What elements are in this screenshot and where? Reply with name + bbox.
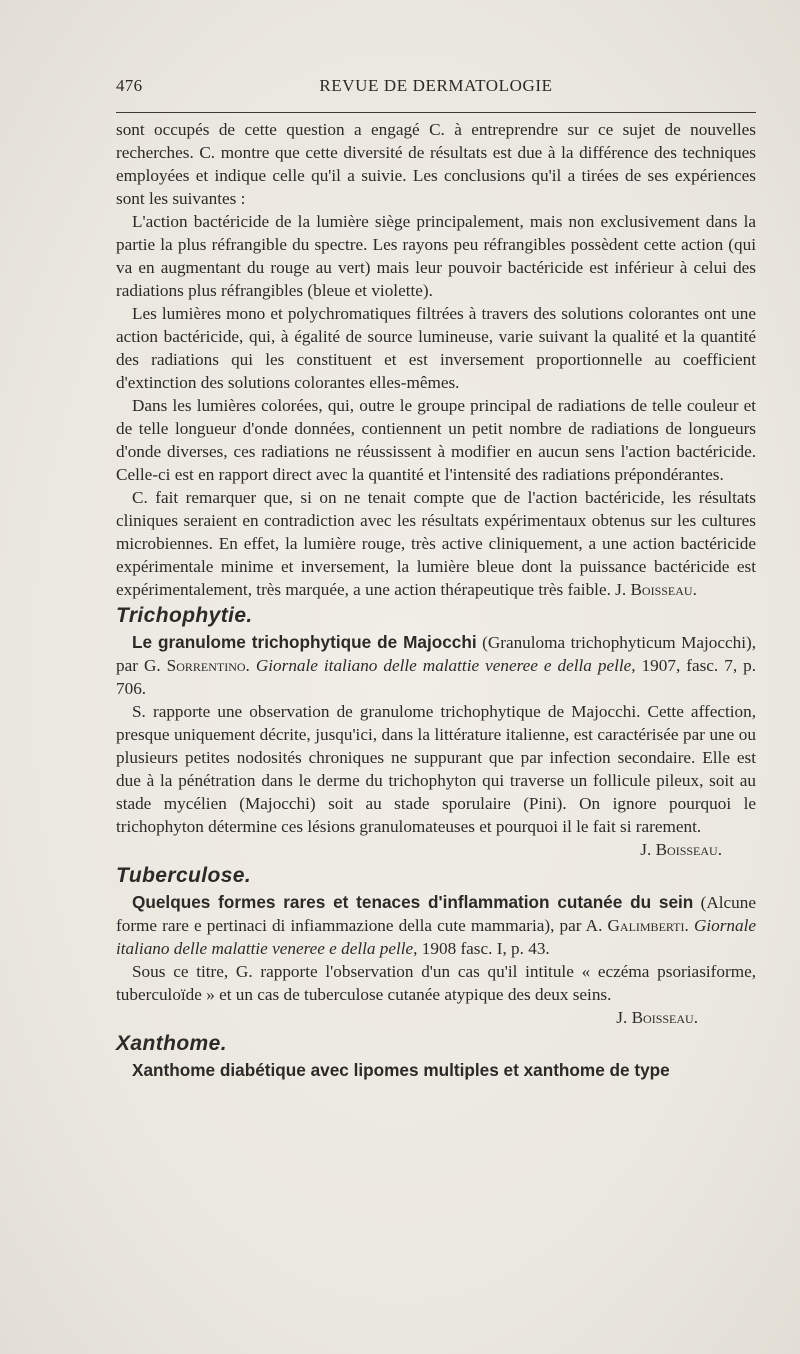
article-citation xyxy=(116,1059,756,1082)
citation-text: 1907, fasc. 7, p. 706. xyxy=(116,656,757,698)
author-name: Sorrentino xyxy=(166,656,246,675)
citation-text: . xyxy=(684,916,694,935)
article-title: Le granulome trichophytique de Majocchi xyxy=(132,632,477,652)
signature: J. Boisseau. xyxy=(615,580,697,599)
paragraph-remark xyxy=(116,486,756,601)
paragraph-remark-text: C. fait remarquer que, si on ne tenait compte que de l'action bactéricide, les résultats cliniques seraient en contradiction avec les résultats expérimentaux obtenus sur les cultures microbiennes. En effet, la lumière rouge, très active cliniquement, a une action bactéricide expérimentale minime et inversement, la lumière bleue dont la puissance bactéricide est expérimentalement, très marquée, a une action thérapeutique très faible. xyxy=(116,488,756,599)
citation-text: . xyxy=(245,656,256,675)
page-header xyxy=(116,76,756,102)
paragraph-conclusion-3: Dans les lumières colorées, qui, outre le groupe principal de radiations de telle couleur et de telle longueur d'onde données, contiennent un petit nombre de radiations de longueurs d'onde diverses, ces radiations ne réussissent à modifier en aucun sens l'action bactéricide. Celle-ci est en rapport direct avec la quantité et l'intensité des radiations prépondérantes. xyxy=(116,396,756,484)
article-citation xyxy=(116,891,756,960)
header-rule xyxy=(116,112,756,113)
article-summary xyxy=(116,700,756,861)
page-number: 476 xyxy=(116,76,143,95)
article-title: Quelques formes rares et tenaces d'inflammation cutanée du sein xyxy=(132,892,694,912)
article-citation xyxy=(116,631,756,700)
citation-text: 1908 fasc. I, p. 43. xyxy=(417,939,550,958)
citation-text: (Granuloma trichophyticum Majocchi), par G. xyxy=(116,633,757,675)
running-title: REVUE DE DERMATOLOGIE xyxy=(319,76,553,95)
paragraph-conclusion-2: Les lumières mono et polychromatiques filtrées à travers des solutions colorantes ont une action bactéricide, qui, à égalité de source lumineuse, varie suivant la qualité et la quantité des radiations qui les constituent et est inversement proportionnelle au coefficient d'extinction des solutions colorantes elles-mêmes. xyxy=(116,304,756,392)
signature: J. Boisseau. xyxy=(640,840,722,859)
paragraph-conclusion-1: L'action bactéricide de la lumière siège principalement, mais non exclusivement dans la partie la plus réfrangible du spectre. Les rayons peu réfrangibles possèdent cette action (qui va en augmentant du rouge au vert) mais leur pouvoir bactéricide est inférieur à celui des radiations plus réfrangibles (bleue et violette). xyxy=(116,212,756,300)
section-heading-tuberculose: Tuberculose. xyxy=(116,864,252,887)
article-summary-text: Sous ce titre, G. rapporte l'observation d'un cas qu'il intitule « eczéma psoriasiforme, tuberculoïde » et un cas de tuberculose cutanée atypique des deux seins. xyxy=(116,962,756,1004)
page-body xyxy=(116,118,756,1082)
article-summary xyxy=(116,960,756,1029)
article-title: Xanthome diabétique avec lipomes multiples et xanthome de type xyxy=(132,1060,670,1080)
journal-name: Giornale italiano delle malattie veneree e della pelle, xyxy=(116,916,756,958)
signature: J. Boisseau. xyxy=(616,1008,698,1027)
citation-text: (Alcune forme rare e pertinaci di infiammazione della cute mammaria), par A. xyxy=(116,893,756,935)
section-heading-xanthome: Xanthome. xyxy=(116,1032,227,1055)
paragraph-continuation: sont occupés de cette question a engagé C. à entreprendre sur ce sujet de nouvelles recherches. C. montre que cette diversité de résultats est due à la différence des techniques employées et indique celle qu'il a suivie. Les conclusions qu'il a tirées de ses expériences sont les suivantes : xyxy=(116,120,756,208)
section-heading-trichophytie: Trichophytie. xyxy=(116,604,253,627)
author-name: Galimberti xyxy=(607,916,685,935)
article-summary-text: S. rapporte une observation de granulome trichophytique de Majocchi. Cette affection, presque uniquement décrite, jusqu'ici, dans la littérature italienne, est caractérisée par une ou plusieurs petites nodosités chroniques ne suppurant que par infection secondaire. Elle est due à la pénétration dans le derme du trichophyton qui traverse un follicule pileux, soit au stade mycélien (Majocchi) soit au stade sporulaire (Pini). On ignore pourquoi le trichophyton détermine ces lésions granulomateuses et pourquoi il le fait si rarement. xyxy=(116,702,756,836)
journal-name: Giornale italiano delle malattie veneree e della pelle, xyxy=(255,656,636,675)
